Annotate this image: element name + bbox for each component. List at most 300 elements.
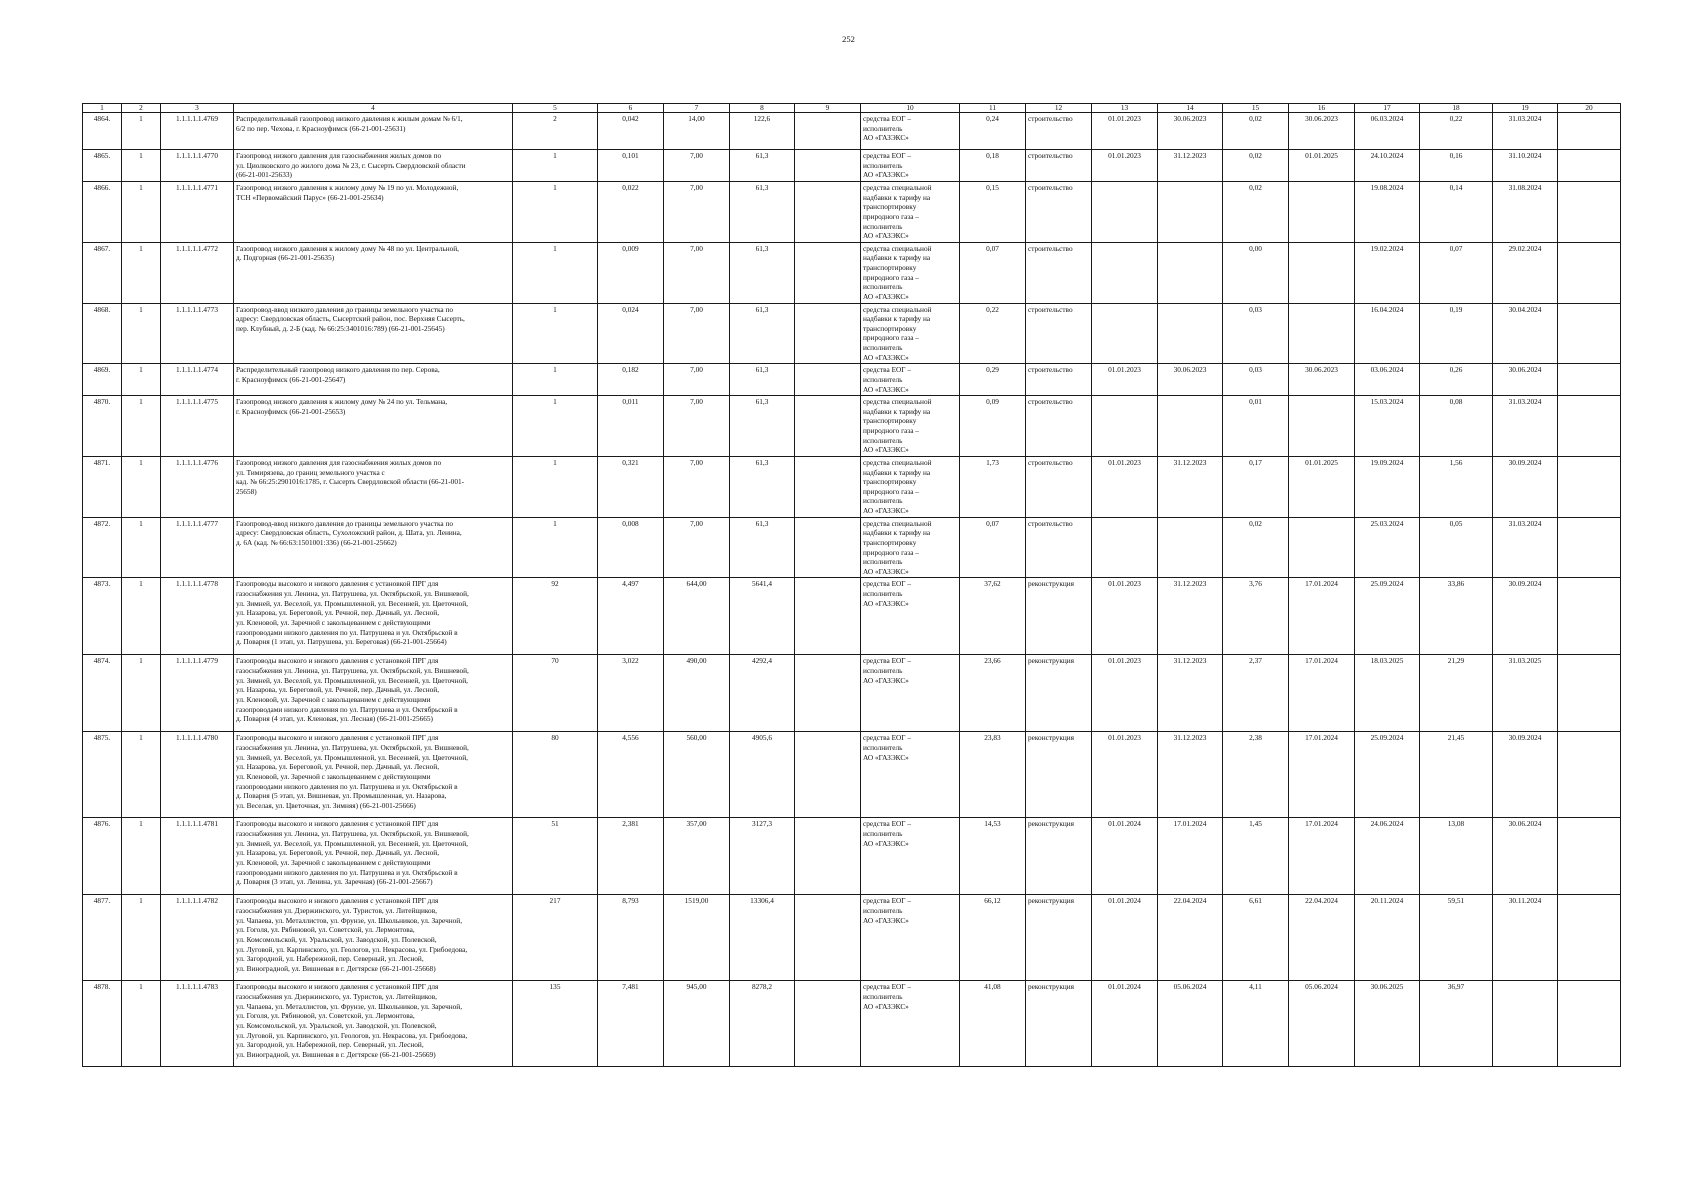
cost-stage-1-cell: 0,02	[1223, 182, 1289, 243]
column-number-header: 19	[1493, 104, 1558, 113]
start-date-cell: 01.01.2023	[1092, 113, 1158, 150]
cost-total-cell: 0,24	[960, 113, 1026, 150]
capacity-cell: 560,00	[664, 732, 730, 818]
funding-source-cell: средства ЕОГ – исполнитель АО «ГАЗЭКС»	[861, 895, 960, 981]
quantity-cell: 1	[513, 150, 598, 182]
work-type-cell: реконструкция	[1026, 655, 1092, 732]
col-20-cell	[1558, 303, 1621, 364]
col-9-cell	[795, 456, 861, 517]
capacity-cell: 357,00	[664, 818, 730, 895]
column-number-header: 6	[598, 104, 664, 113]
col-9-cell	[795, 732, 861, 818]
work-type-cell: реконструкция	[1026, 818, 1092, 895]
cost-total-cell: 0,07	[960, 242, 1026, 303]
table-row	[83, 113, 1621, 150]
col-9-cell	[795, 895, 861, 981]
funding-source-cell: средства ЕОГ – исполнитель АО «ГАЗЭКС»	[861, 364, 960, 396]
funding-source-cell: средства ЕОГ – исполнитель АО «ГАЗЭКС»	[861, 113, 960, 150]
col-20-cell	[1558, 242, 1621, 303]
capacity-cell: 1519,00	[664, 895, 730, 981]
cost-stage-1-cell: 0,02	[1223, 517, 1289, 578]
end-date-cell: 22.04.2024	[1158, 895, 1223, 981]
work-type-cell: реконструкция	[1026, 981, 1092, 1067]
quantity-cell: 1	[513, 364, 598, 396]
item-code-cell: 1.1.1.1.1.4782	[161, 895, 234, 981]
quantity-cell: 2	[513, 113, 598, 150]
completion-date-cell: 20.11.2024	[1355, 895, 1420, 981]
item-code-cell: 1.1.1.1.1.4776	[161, 456, 234, 517]
object-description-cell: Газопроводы высокого и низкого давления с установкой ПРГ для газоснабжения ул. Ленина, ул. Патрушева, ул. Октябрьской, ул. Вишневой, ул. Зимней, ул. Веселой, ул. Промышленной, ул. Весенней, ул. Цветочной, ул. Назарова, ул. Береговой, ул. Речной, пер. Дачный, ул. Лесной, ул. Кленовой, ул. Заречной с закольцеванием с действующими газопроводами низкого давления по ул. Патрушева и ул. Октябрьской в д. Поварня (1 этап, ул. Патрушева, ул. Береговая) (66-21-001-25664)	[234, 578, 513, 655]
row-number-cell: 4873.	[83, 578, 122, 655]
row-number-cell: 4878.	[83, 981, 122, 1067]
col-20-cell	[1558, 364, 1621, 396]
start-date-cell: 01.01.2024	[1092, 981, 1158, 1067]
col-9-cell	[795, 517, 861, 578]
cost-stage-1-cell: 0,00	[1223, 242, 1289, 303]
length-km-cell: 0,321	[598, 456, 664, 517]
level-cell: 1	[122, 182, 161, 243]
stage-1-date-cell: 01.01.2025	[1289, 150, 1355, 182]
funding-source-cell: средства специальной надбавки к тарифу на транспортировку природного газа – исполнитель АО «ГАЗЭКС»	[861, 182, 960, 243]
cost-stage-2-cell: 13,08	[1420, 818, 1493, 895]
work-type-cell: строительство	[1026, 456, 1092, 517]
quantity-cell: 51	[513, 818, 598, 895]
completion-date-cell: 25.09.2024	[1355, 578, 1420, 655]
funding-source-cell: средства ЕОГ – исполнитель АО «ГАЗЭКС»	[861, 578, 960, 655]
cost-total-cell: 0,09	[960, 396, 1026, 457]
work-type-cell: строительство	[1026, 364, 1092, 396]
stage-1-date-cell	[1289, 303, 1355, 364]
col-9-cell	[795, 182, 861, 243]
table-row	[83, 150, 1621, 182]
end-date-cell	[1158, 517, 1223, 578]
cost-stage-2-cell: 33,86	[1420, 578, 1493, 655]
item-code-cell: 1.1.1.1.1.4781	[161, 818, 234, 895]
object-description-cell: Газопровод-ввод низкого давления до границы земельного участка по адресу: Свердловская область, Сухоложский район, д. Шата, ул. Ленина, д. 6А (кад. № 66:63:1501001:336) (66-21-001-25662)	[234, 517, 513, 578]
level-cell: 1	[122, 655, 161, 732]
funding-source-cell: средства специальной надбавки к тарифу на транспортировку природного газа – исполнитель АО «ГАЗЭКС»	[861, 303, 960, 364]
row-number-cell: 4876.	[83, 818, 122, 895]
object-description-cell: Газопровод низкого давления к жилому дому № 48 по ул. Центральной, д. Подгорная (66-21-001-25635)	[234, 242, 513, 303]
start-date-cell: 01.01.2023	[1092, 578, 1158, 655]
object-description-cell: Газопроводы высокого и низкого давления с установкой ПРГ для газоснабжения ул. Ленина, ул. Патрушева, ул. Октябрьской, ул. Вишневой, ул. Зимней, ул. Веселой, ул. Промышленной, ул. Весенней, ул. Цветочной, ул. Назарова, ул. Береговой, ул. Речной, пер. Дачный, ул. Лесной, ул. Кленовой, ул. Заречной с закольцеванием с действующими газопроводами низкого давления по ул. Патрушева и ул. Октябрьской в д. Поварня (3 этап, ул. Ленина, ул. Заречная) (66-21-001-25667)	[234, 818, 513, 895]
cost-stage-2-cell: 0,22	[1420, 113, 1493, 150]
quantity-cell: 1	[513, 303, 598, 364]
deadline-cell: 31.10.2024	[1493, 150, 1558, 182]
col-20-cell	[1558, 981, 1621, 1067]
deadline-cell: 30.04.2024	[1493, 303, 1558, 364]
end-date-cell: 31.12.2023	[1158, 655, 1223, 732]
stage-1-date-cell: 30.06.2023	[1289, 364, 1355, 396]
table-body	[83, 113, 1621, 1067]
column-number-header: 18	[1420, 104, 1493, 113]
col-9-cell	[795, 150, 861, 182]
completion-date-cell: 30.06.2025	[1355, 981, 1420, 1067]
col-9-cell	[795, 981, 861, 1067]
amount-cell: 61,3	[730, 182, 795, 243]
stage-1-date-cell: 17.01.2024	[1289, 818, 1355, 895]
deadline-cell: 30.09.2024	[1493, 578, 1558, 655]
cost-stage-2-cell: 21,45	[1420, 732, 1493, 818]
cost-total-cell: 14,53	[960, 818, 1026, 895]
start-date-cell: 01.01.2024	[1092, 818, 1158, 895]
cost-total-cell: 0,07	[960, 517, 1026, 578]
length-km-cell: 0,042	[598, 113, 664, 150]
cost-total-cell: 66,12	[960, 895, 1026, 981]
row-number-cell: 4866.	[83, 182, 122, 243]
col-20-cell	[1558, 655, 1621, 732]
deadline-cell: 31.03.2024	[1493, 396, 1558, 457]
cost-stage-2-cell: 36,97	[1420, 981, 1493, 1067]
level-cell: 1	[122, 732, 161, 818]
cost-stage-1-cell: 1,45	[1223, 818, 1289, 895]
item-code-cell: 1.1.1.1.1.4774	[161, 364, 234, 396]
funding-source-cell: средства специальной надбавки к тарифу на транспортировку природного газа – исполнитель АО «ГАЗЭКС»	[861, 242, 960, 303]
item-code-cell: 1.1.1.1.1.4772	[161, 242, 234, 303]
amount-cell: 61,3	[730, 364, 795, 396]
funding-source-cell: средства ЕОГ – исполнитель АО «ГАЗЭКС»	[861, 981, 960, 1067]
funding-source-cell: средства специальной надбавки к тарифу на транспортировку природного газа – исполнитель АО «ГАЗЭКС»	[861, 396, 960, 457]
table-row	[83, 456, 1621, 517]
amount-cell: 61,3	[730, 242, 795, 303]
completion-date-cell: 19.08.2024	[1355, 182, 1420, 243]
table-row	[83, 517, 1621, 578]
length-km-cell: 8,793	[598, 895, 664, 981]
object-description-cell: Газопровод-ввод низкого давления до границы земельного участка по адресу: Свердловская область, Сысертский район, пос. Верхняя Сысерть, пер. Клубный, д. 2-Б (кад. № 66:25:3401016:789) (66-21-001-25645)	[234, 303, 513, 364]
end-date-cell: 17.01.2024	[1158, 818, 1223, 895]
col-9-cell	[795, 364, 861, 396]
deadline-cell	[1493, 981, 1558, 1067]
level-cell: 1	[122, 456, 161, 517]
level-cell: 1	[122, 150, 161, 182]
amount-cell: 61,3	[730, 150, 795, 182]
col-20-cell	[1558, 517, 1621, 578]
item-code-cell: 1.1.1.1.1.4779	[161, 655, 234, 732]
amount-cell: 3127,3	[730, 818, 795, 895]
start-date-cell: 01.01.2023	[1092, 655, 1158, 732]
end-date-cell: 30.06.2023	[1158, 364, 1223, 396]
cost-stage-1-cell: 0,17	[1223, 456, 1289, 517]
cost-stage-1-cell: 2,37	[1223, 655, 1289, 732]
length-km-cell: 0,182	[598, 364, 664, 396]
column-number-header: 14	[1158, 104, 1223, 113]
completion-date-cell: 24.06.2024	[1355, 818, 1420, 895]
length-km-cell: 4,556	[598, 732, 664, 818]
level-cell: 1	[122, 242, 161, 303]
item-code-cell: 1.1.1.1.1.4780	[161, 732, 234, 818]
cost-stage-1-cell: 0,02	[1223, 113, 1289, 150]
length-km-cell: 0,022	[598, 182, 664, 243]
stage-1-date-cell	[1289, 517, 1355, 578]
end-date-cell	[1158, 182, 1223, 243]
table-row	[83, 655, 1621, 732]
object-description-cell: Газопровод низкого давления к жилому дому № 24 по ул. Тельмана, г. Красноуфимск (66-21-001-25653)	[234, 396, 513, 457]
column-number-header: 13	[1092, 104, 1158, 113]
level-cell: 1	[122, 396, 161, 457]
table-row	[83, 303, 1621, 364]
quantity-cell: 217	[513, 895, 598, 981]
start-date-cell	[1092, 517, 1158, 578]
level-cell: 1	[122, 818, 161, 895]
cost-total-cell: 0,29	[960, 364, 1026, 396]
stage-1-date-cell: 17.01.2024	[1289, 655, 1355, 732]
row-number-cell: 4870.	[83, 396, 122, 457]
row-number-cell: 4868.	[83, 303, 122, 364]
item-code-cell: 1.1.1.1.1.4770	[161, 150, 234, 182]
work-type-cell: строительство	[1026, 396, 1092, 457]
object-description-cell: Распределительный газопровод низкого давления по пер. Серова, г. Красноуфимск (66-21-001-25647)	[234, 364, 513, 396]
cost-stage-1-cell: 0,03	[1223, 364, 1289, 396]
stage-1-date-cell: 22.04.2024	[1289, 895, 1355, 981]
funding-source-cell: средства ЕОГ – исполнитель АО «ГАЗЭКС»	[861, 732, 960, 818]
end-date-cell: 30.06.2023	[1158, 113, 1223, 150]
capacity-cell: 7,00	[664, 242, 730, 303]
column-number-header: 2	[122, 104, 161, 113]
quantity-cell: 92	[513, 578, 598, 655]
start-date-cell: 01.01.2023	[1092, 150, 1158, 182]
item-code-cell: 1.1.1.1.1.4773	[161, 303, 234, 364]
object-description-cell: Газопровод низкого давления для газоснабжения жилых домов по ул. Циолковского до жилого дома № 23, г. Сысерть Свердловской области (66-21-001-25633)	[234, 150, 513, 182]
column-number-row	[83, 104, 1621, 113]
completion-date-cell: 19.02.2024	[1355, 242, 1420, 303]
capacity-cell: 7,00	[664, 303, 730, 364]
capacity-cell: 644,00	[664, 578, 730, 655]
cost-stage-1-cell: 0,02	[1223, 150, 1289, 182]
length-km-cell: 0,009	[598, 242, 664, 303]
row-number-cell: 4874.	[83, 655, 122, 732]
end-date-cell: 31.12.2023	[1158, 732, 1223, 818]
work-type-cell: строительство	[1026, 517, 1092, 578]
cost-total-cell: 23,83	[960, 732, 1026, 818]
completion-date-cell: 24.10.2024	[1355, 150, 1420, 182]
stage-1-date-cell: 05.06.2024	[1289, 981, 1355, 1067]
funding-source-cell: средства ЕОГ – исполнитель АО «ГАЗЭКС»	[861, 818, 960, 895]
table-row	[83, 981, 1621, 1067]
col-9-cell	[795, 655, 861, 732]
completion-date-cell: 15.03.2024	[1355, 396, 1420, 457]
row-number-cell: 4867.	[83, 242, 122, 303]
start-date-cell: 01.01.2023	[1092, 456, 1158, 517]
funding-source-cell: средства ЕОГ – исполнитель АО «ГАЗЭКС»	[861, 150, 960, 182]
row-number-cell: 4869.	[83, 364, 122, 396]
cost-stage-1-cell: 4,11	[1223, 981, 1289, 1067]
col-20-cell	[1558, 182, 1621, 243]
col-20-cell	[1558, 396, 1621, 457]
amount-cell: 61,3	[730, 456, 795, 517]
deadline-cell: 30.06.2024	[1493, 818, 1558, 895]
page-number: 252	[842, 34, 855, 44]
column-number-header: 4	[234, 104, 513, 113]
level-cell: 1	[122, 517, 161, 578]
work-type-cell: строительство	[1026, 303, 1092, 364]
column-number-header: 16	[1289, 104, 1355, 113]
deadline-cell: 30.09.2024	[1493, 456, 1558, 517]
cost-total-cell: 0,15	[960, 182, 1026, 243]
work-type-cell: строительство	[1026, 113, 1092, 150]
object-description-cell: Газопроводы высокого и низкого давления с установкой ПРГ для газоснабжения ул. Дзержинского, ул. Туристов, ул. Литейщиков, ул. Чапаева, ул. Металлистов, ул. Фрунзе, ул. Школьников, ул. Заречной, ул. Гоголя, ул. Рябиновой, ул. Советской, ул. Лермонтова, ул. Комсомольской, ул. Уральской, ул. Заводской, ул. Полевской, ул. Луговой, ул. Карпинского, ул. Геологов, ул. Некрасова, ул. Грибоедова, ул. Загородной, ул. Набережной, пер. Северный, ул. Лесной, ул. Виноградной, ул. Вишневая в г. Дегтярске (66-21-001-25669)	[234, 981, 513, 1067]
quantity-cell: 1	[513, 517, 598, 578]
quantity-cell: 80	[513, 732, 598, 818]
end-date-cell: 31.12.2023	[1158, 578, 1223, 655]
column-number-header: 9	[795, 104, 861, 113]
col-20-cell	[1558, 732, 1621, 818]
item-code-cell: 1.1.1.1.1.4771	[161, 182, 234, 243]
deadline-cell: 31.03.2024	[1493, 517, 1558, 578]
column-number-header: 5	[513, 104, 598, 113]
length-km-cell: 2,381	[598, 818, 664, 895]
row-number-cell: 4871.	[83, 456, 122, 517]
table-row	[83, 895, 1621, 981]
cost-stage-1-cell: 6,61	[1223, 895, 1289, 981]
start-date-cell	[1092, 396, 1158, 457]
start-date-cell	[1092, 182, 1158, 243]
row-number-cell: 4872.	[83, 517, 122, 578]
work-type-cell: строительство	[1026, 242, 1092, 303]
col-20-cell	[1558, 818, 1621, 895]
cost-stage-2-cell: 1,56	[1420, 456, 1493, 517]
column-number-header: 7	[664, 104, 730, 113]
column-number-header: 11	[960, 104, 1026, 113]
col-20-cell	[1558, 578, 1621, 655]
item-code-cell: 1.1.1.1.1.4775	[161, 396, 234, 457]
register-table	[82, 103, 1621, 1067]
level-cell: 1	[122, 303, 161, 364]
cost-stage-2-cell: 0,26	[1420, 364, 1493, 396]
cost-stage-2-cell: 0,07	[1420, 242, 1493, 303]
completion-date-cell: 16.04.2024	[1355, 303, 1420, 364]
completion-date-cell: 19.09.2024	[1355, 456, 1420, 517]
stage-1-date-cell	[1289, 182, 1355, 243]
item-code-cell: 1.1.1.1.1.4769	[161, 113, 234, 150]
amount-cell: 61,3	[730, 303, 795, 364]
capacity-cell: 7,00	[664, 364, 730, 396]
end-date-cell: 31.12.2023	[1158, 456, 1223, 517]
deadline-cell: 30.09.2024	[1493, 732, 1558, 818]
deadline-cell: 31.08.2024	[1493, 182, 1558, 243]
end-date-cell: 31.12.2023	[1158, 150, 1223, 182]
table-row	[83, 732, 1621, 818]
object-description-cell: Распределительный газопровод низкого давления к жилым домам № 6/1, 6/2 по пер. Чехова, г. Красноуфимск (66-21-001-25631)	[234, 113, 513, 150]
object-description-cell: Газопровод низкого давления к жилому дому № 19 по ул. Молодежной, ТСН «Первомайский Парус» (66-21-001-25634)	[234, 182, 513, 243]
object-description-cell: Газопроводы высокого и низкого давления с установкой ПРГ для газоснабжения ул. Ленина, ул. Патрушева, ул. Октябрьской, ул. Вишневой, ул. Зимней, ул. Веселой, ул. Промышленной, ул. Весенней, ул. Цветочной, ул. Назарова, ул. Береговой, ул. Речной, пер. Дачный, ул. Лесной, ул. Кленовой, ул. Заречной с закольцеванием с действующими газопроводами низкого давления по ул. Патрушева и ул. Октябрьской в д. Поварня (5 этап, ул. Вишневая, ул. Промышленная, ул. Назарова, ул. Веселая, ул. Цветочная, ул. Зимняя) (66-21-001-25666)	[234, 732, 513, 818]
end-date-cell: 05.06.2024	[1158, 981, 1223, 1067]
level-cell: 1	[122, 113, 161, 150]
start-date-cell	[1092, 242, 1158, 303]
object-description-cell: Газопроводы высокого и низкого давления с установкой ПРГ для газоснабжения ул. Дзержинского, ул. Туристов, ул. Литейщиков, ул. Чапаева, ул. Металлистов, ул. Фрунзе, ул. Школьников, ул. Заречной, ул. Гоголя, ул. Рябиновой, ул. Советской, ул. Лермонтова, ул. Комсомольской, ул. Уральской, ул. Заводской, ул. Полевской, ул. Луговой, ул. Карпинского, ул. Геологов, ул. Некрасова, ул. Грибоедова, ул. Загородной, ул. Набережной, пер. Северный, ул. Лесной, ул. Виноградной, ул. Вишневая в г. Дегтярске (66-21-001-25668)	[234, 895, 513, 981]
level-cell: 1	[122, 981, 161, 1067]
work-type-cell: реконструкция	[1026, 578, 1092, 655]
cost-total-cell: 41,08	[960, 981, 1026, 1067]
col-9-cell	[795, 578, 861, 655]
amount-cell: 4292,4	[730, 655, 795, 732]
level-cell: 1	[122, 364, 161, 396]
object-description-cell: Газопровод низкого давления для газоснабжения жилых домов по ул. Тимирязева, до границ земельного участка с кад. № 66:25:2901016:1785, г. Сысерть Свердловской области (66-21-001- 25658)	[234, 456, 513, 517]
cost-stage-1-cell: 0,01	[1223, 396, 1289, 457]
col-9-cell	[795, 242, 861, 303]
deadline-cell: 31.03.2025	[1493, 655, 1558, 732]
column-number-header: 12	[1026, 104, 1092, 113]
object-description-cell: Газопроводы высокого и низкого давления с установкой ПРГ для газоснабжения ул. Ленина, ул. Патрушева, ул. Октябрьской, ул. Вишневой, ул. Зимней, ул. Веселой, ул. Промышленной, ул. Весенней, ул. Цветочной, ул. Назарова, ул. Береговой, ул. Речной, пер. Дачный, ул. Лесной, ул. Кленовой, ул. Заречной с закольцеванием с действующими газопроводами низкого давления по ул. Патрушева и ул. Октябрьской в д. Поварня (4 этап, ул. Кленовая, ул. Лесная) (66-21-001-25665)	[234, 655, 513, 732]
col-9-cell	[795, 113, 861, 150]
end-date-cell	[1158, 396, 1223, 457]
end-date-cell	[1158, 303, 1223, 364]
cost-stage-2-cell: 0,08	[1420, 396, 1493, 457]
table-row	[83, 578, 1621, 655]
item-code-cell: 1.1.1.1.1.4778	[161, 578, 234, 655]
quantity-cell: 1	[513, 242, 598, 303]
length-km-cell: 0,101	[598, 150, 664, 182]
amount-cell: 61,3	[730, 396, 795, 457]
stage-1-date-cell	[1289, 242, 1355, 303]
column-number-header: 8	[730, 104, 795, 113]
table-row	[83, 242, 1621, 303]
length-km-cell: 4,497	[598, 578, 664, 655]
cost-total-cell: 37,62	[960, 578, 1026, 655]
amount-cell: 122,6	[730, 113, 795, 150]
cost-stage-2-cell: 0,16	[1420, 150, 1493, 182]
column-number-header: 15	[1223, 104, 1289, 113]
deadline-cell: 29.02.2024	[1493, 242, 1558, 303]
col-9-cell	[795, 303, 861, 364]
stage-1-date-cell: 17.01.2024	[1289, 578, 1355, 655]
cost-stage-2-cell: 0,19	[1420, 303, 1493, 364]
stage-1-date-cell: 30.06.2023	[1289, 113, 1355, 150]
item-code-cell: 1.1.1.1.1.4777	[161, 517, 234, 578]
row-number-cell: 4877.	[83, 895, 122, 981]
col-20-cell	[1558, 456, 1621, 517]
length-km-cell: 0,008	[598, 517, 664, 578]
deadline-cell: 30.06.2024	[1493, 364, 1558, 396]
table-row	[83, 818, 1621, 895]
end-date-cell	[1158, 242, 1223, 303]
length-km-cell: 0,011	[598, 396, 664, 457]
capacity-cell: 7,00	[664, 396, 730, 457]
col-9-cell	[795, 818, 861, 895]
cost-stage-2-cell: 21,29	[1420, 655, 1493, 732]
completion-date-cell: 06.03.2024	[1355, 113, 1420, 150]
stage-1-date-cell	[1289, 396, 1355, 457]
deadline-cell: 30.11.2024	[1493, 895, 1558, 981]
stage-1-date-cell: 01.01.2025	[1289, 456, 1355, 517]
start-date-cell: 01.01.2024	[1092, 895, 1158, 981]
item-code-cell: 1.1.1.1.1.4783	[161, 981, 234, 1067]
deadline-cell: 31.03.2024	[1493, 113, 1558, 150]
row-number-cell: 4865.	[83, 150, 122, 182]
length-km-cell: 7,481	[598, 981, 664, 1067]
funding-source-cell: средства специальной надбавки к тарифу на транспортировку природного газа – исполнитель АО «ГАЗЭКС»	[861, 456, 960, 517]
table-row	[83, 182, 1621, 243]
column-number-header: 1	[83, 104, 122, 113]
cost-total-cell: 0,18	[960, 150, 1026, 182]
cost-stage-1-cell: 2,38	[1223, 732, 1289, 818]
quantity-cell: 135	[513, 981, 598, 1067]
row-number-cell: 4864.	[83, 113, 122, 150]
cost-stage-1-cell: 3,76	[1223, 578, 1289, 655]
column-number-header: 17	[1355, 104, 1420, 113]
level-cell: 1	[122, 895, 161, 981]
amount-cell: 4905,6	[730, 732, 795, 818]
column-number-header: 3	[161, 104, 234, 113]
capacity-cell: 945,00	[664, 981, 730, 1067]
col-20-cell	[1558, 113, 1621, 150]
completion-date-cell: 03.06.2024	[1355, 364, 1420, 396]
quantity-cell: 1	[513, 396, 598, 457]
capacity-cell: 7,00	[664, 517, 730, 578]
capacity-cell: 7,00	[664, 182, 730, 243]
work-type-cell: строительство	[1026, 150, 1092, 182]
completion-date-cell: 25.03.2024	[1355, 517, 1420, 578]
cost-total-cell: 0,22	[960, 303, 1026, 364]
